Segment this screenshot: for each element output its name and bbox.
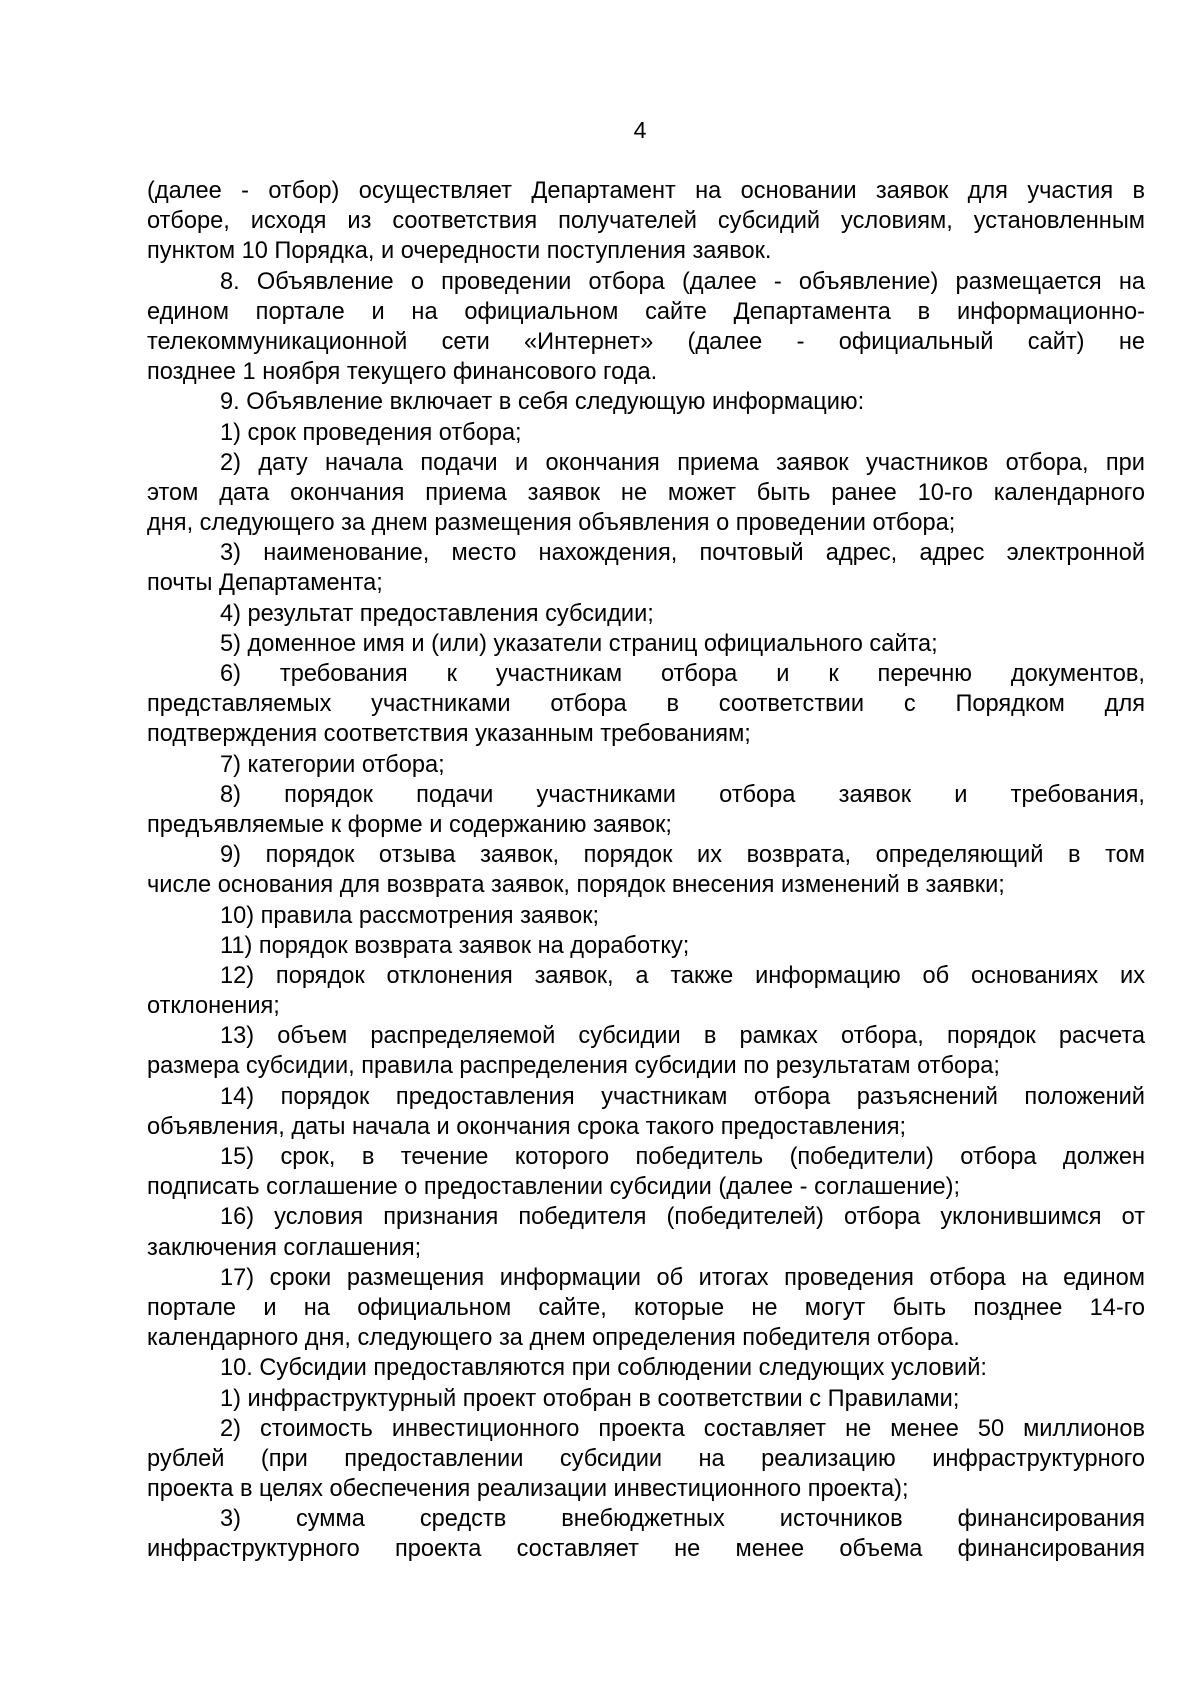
text-line: 2) стоимость инвестиционного проекта составляет не менее 50 миллионов (220, 1415, 1145, 1442)
text-line: отклонения; (147, 993, 280, 1020)
text-line: 4) результат предоставления субсидии; (220, 600, 654, 627)
page-number: 4 (633, 117, 647, 143)
text-line: почты Департамента; (147, 570, 383, 597)
text-line: предъявляемые к форме и содержанию заявок; (147, 811, 672, 838)
text-line: 8) порядок подачи участниками отбора заявок и требования, (220, 781, 1145, 808)
text-line: едином портале и на официальном сайте Департамента в информационно- (147, 298, 1145, 325)
text-line: 8. Объявление о проведении отбора (далее - объявление) размещается на (220, 268, 1145, 295)
text-line: 17) сроки размещения информации об итогах проведения отбора на едином (220, 1264, 1145, 1291)
text-line: позднее 1 ноября текущего финансового года. (147, 359, 658, 386)
text-line: 1) срок проведения отбора; (220, 419, 522, 446)
document-body (147, 176, 1145, 1565)
text-line: 9. Объявление включает в себя следующую информацию: (220, 389, 865, 416)
text-line: подтверждения соответствия указанным требованиям; (147, 721, 751, 748)
text-line: 16) условия признания победителя (победителей) отбора уклонившимся от (220, 1204, 1145, 1231)
text-line: 13) объем распределяемой субсидии в рамках отбора, порядок расчета (220, 1023, 1145, 1050)
text-line: проекта в целях обеспечения реализации инвестиционного проекта); (147, 1476, 909, 1503)
text-line: 10. Субсидии предоставляются при соблюдении следующих условий: (220, 1355, 987, 1382)
text-line: 11) порядок возврата заявок на доработку; (220, 932, 690, 959)
text-line: заключения соглашения; (147, 1234, 422, 1261)
text-line: 5) доменное имя и (или) указатели страниц официального сайта; (220, 630, 938, 657)
text-line: числе основания для возврата заявок, порядок внесения изменений в заявки; (147, 872, 1005, 899)
text-line: рублей (при предоставлении субсидии на реализацию инфраструктурного (147, 1445, 1145, 1472)
text-line: размера субсидии, правила распределения субсидии по результатам отбора; (147, 1053, 1000, 1080)
text-line: подписать соглашение о предоставлении субсидии (далее - соглашение); (147, 1174, 961, 1201)
text-line: (далее - отбор) осуществляет Департамент на основании заявок для участия в (147, 178, 1145, 204)
text-line: 10) правила рассмотрения заявок; (220, 902, 600, 929)
text-line: представляемых участниками отбора в соответствии с Порядком для (147, 691, 1145, 718)
text-line: календарного дня, следующего за днем определения победителя отбора. (147, 1325, 960, 1352)
text-line: 9) порядок отзыва заявок, порядок их возврата, определяющий в том (220, 842, 1145, 869)
text-line: 6) требования к участникам отбора и к перечню документов, (220, 661, 1145, 687)
text-line: 2) дату начала подачи и окончания приема заявок участников отбора, при (220, 449, 1145, 476)
text-line: портале и на официальном сайте, которые не могут быть позднее 14-го (147, 1294, 1145, 1321)
text-line: 7) категории отбора; (220, 751, 445, 778)
text-line: 15) срок, в течение которого победитель (победители) отбора должен (220, 1144, 1145, 1170)
text-line: 3) сумма средств внебюджетных источников финансирования (220, 1506, 1145, 1533)
text-line: пунктом 10 Порядка, и очередности поступления заявок. (147, 238, 772, 265)
text-line: объявления, даты начала и окончания срока такого предоставления; (147, 1113, 907, 1140)
text-line: 3) наименование, место нахождения, почтовый адрес, адрес электронной (220, 540, 1145, 567)
text-line: отборе, исходя из соответствия получателей субсидий условиям, установленным (147, 208, 1145, 235)
text-line: инфраструктурного проекта составляет не менее объема финансирования (147, 1536, 1145, 1563)
text-line: дня, следующего за днем размещения объявления о проведении отбора; (147, 510, 956, 537)
text-line: 12) порядок отклонения заявок, а также информацию об основаниях их (220, 962, 1145, 989)
text-line: телекоммуникационной сети «Интернет» (далее - официальный сайт) не (147, 328, 1145, 355)
text-line: 14) порядок предоставления участникам отбора разъяснений положений (220, 1083, 1145, 1110)
text-line: этом дата окончания приема заявок не может быть ранее 10-го календарного (147, 479, 1145, 506)
text-line: 1) инфраструктурный проект отобран в соответствии с Правилами; (220, 1385, 960, 1412)
